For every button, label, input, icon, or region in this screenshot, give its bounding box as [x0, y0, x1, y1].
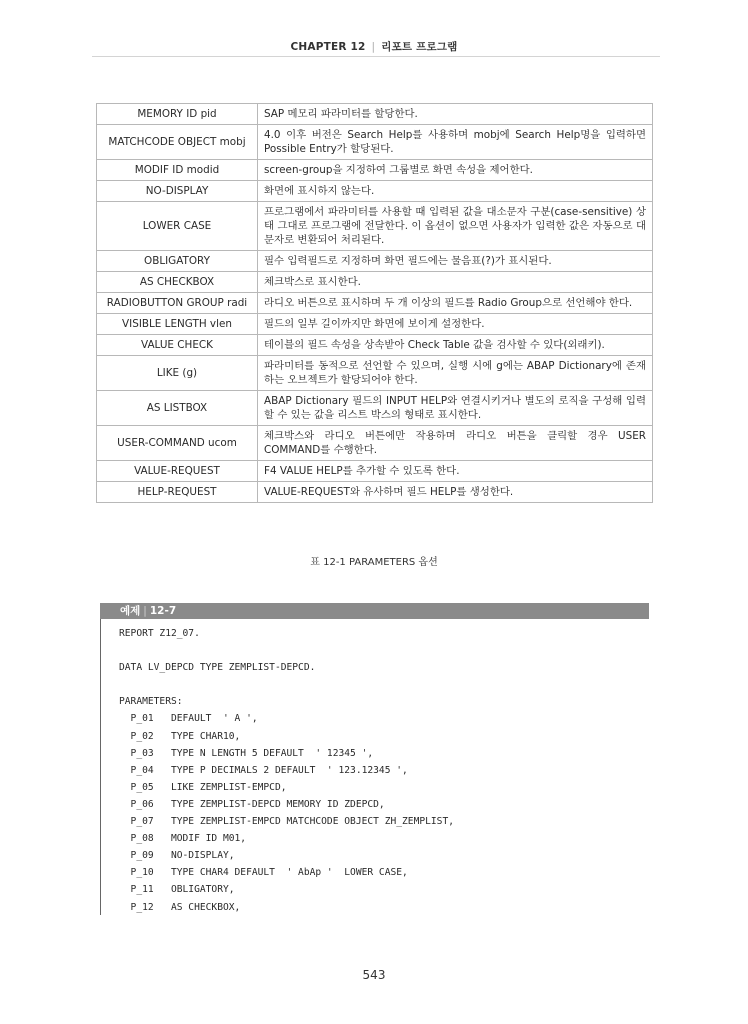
table-row: [97, 391, 653, 426]
code-line: P_06 TYPE ZEMPLIST-DEPCD MEMORY ID ZDEPCD,: [119, 798, 385, 810]
description-cell: F4 VALUE HELP를 추가할 수 있도록 한다.: [258, 461, 653, 482]
code-line: P_04 TYPE P DECIMALS 2 DEFAULT ' 123.12345 ',: [119, 764, 408, 776]
description-cell: SAP 메모리 파라미터를 할당한다.: [258, 104, 653, 125]
table-caption: 표 12-1 PARAMETERS 옵션: [310, 557, 438, 568]
code-line: P_03 TYPE N LENGTH 5 DEFAULT ' 12345 ',: [119, 747, 374, 759]
table-row: [97, 181, 653, 202]
table-row: [97, 125, 653, 160]
option-cell: USER-COMMAND ucom: [97, 426, 258, 461]
option-cell: AS LISTBOX: [97, 391, 258, 426]
running-header: [0, 39, 748, 54]
description-cell: 라디오 버튼으로 표시하며 두 개 이상의 필드를 Radio Group으로 선언해야 한다.: [258, 293, 653, 314]
option-cell: MATCHCODE OBJECT mobj: [97, 125, 258, 160]
option-cell: VISIBLE LENGTH vlen: [97, 314, 258, 335]
table-row: [97, 356, 653, 391]
option-cell: MODIF ID modid: [97, 160, 258, 181]
option-cell: MEMORY ID pid: [97, 104, 258, 125]
option-cell: VALUE CHECK: [97, 335, 258, 356]
option-cell: LIKE (g): [97, 356, 258, 391]
code-listing: [119, 625, 454, 916]
chapter-title: 리포트 프로그램: [381, 41, 458, 53]
table-row: [97, 482, 653, 503]
code-line: P_05 LIKE ZEMPLIST-EMPCD,: [119, 781, 287, 793]
code-line: P_02 TYPE CHAR10,: [119, 730, 241, 742]
page-number: 543: [362, 968, 386, 982]
code-line: PARAMETERS:: [119, 696, 183, 708]
parameters-options-table: [96, 103, 653, 503]
code-left-rule: [100, 619, 101, 915]
option-cell: AS CHECKBOX: [97, 272, 258, 293]
description-cell: 화면에 표시하지 않는다.: [258, 181, 653, 202]
code-line: [119, 642, 454, 659]
code-line: DATA LV_DEPCD TYPE ZEMPLIST-DEPCD.: [119, 662, 316, 674]
description-cell: 필수 입력필드로 지정하며 화면 필드에는 물음표(?)가 표시된다.: [258, 251, 653, 272]
code-line: P_10 TYPE CHAR4 DEFAULT ' AbAp ' LOWER CASE,: [119, 867, 408, 879]
option-cell: VALUE-REQUEST: [97, 461, 258, 482]
description-cell: ABAP Dictionary 필드의 INPUT HELP와 연결시키거나 별도의 로직을 구성해 입력할 수 있는 값을 리스트 박스의 형태로 표시한다.: [258, 391, 653, 426]
chapter-label: CHAPTER 12: [290, 41, 366, 53]
table-row: [97, 293, 653, 314]
code-line: P_12 AS CHECKBOX,: [119, 901, 241, 913]
example-label: 예제: [120, 605, 141, 617]
example-separator: |: [143, 605, 147, 617]
description-cell: 프로그램에서 파라미터를 사용할 때 입력된 값을 대소문자 구분(case-sensitive) 상태 그대로 프로그램에 전달한다. 이 옵션이 없으면 사용자가 입력한 값은 자동으로 대문자로 변환되어 처리된다.: [258, 202, 653, 251]
code-line: P_07 TYPE ZEMPLIST-EMPCD MATCHCODE OBJECT ZH_ZEMPLIST,: [119, 816, 455, 828]
description-cell: 테이블의 필드 속성을 상속받아 Check Table 값을 검사할 수 있다(외래키).: [258, 335, 653, 356]
description-cell: VALUE-REQUEST와 유사하며 필드 HELP를 생성한다.: [258, 482, 653, 503]
table-row: [97, 314, 653, 335]
table-row: [97, 251, 653, 272]
description-cell: screen-group을 지정하여 그룹별로 화면 속성을 제어한다.: [258, 160, 653, 181]
table-row: [97, 160, 653, 181]
table-row: [97, 461, 653, 482]
example-header: [100, 603, 649, 619]
description-cell: 파라미터를 동적으로 선언할 수 있으며, 실행 시에 g에는 ABAP Dictionary에 존재하는 오브젝트가 할당되어야 한다.: [258, 356, 653, 391]
description-cell: 체크박스로 표시한다.: [258, 272, 653, 293]
code-line: P_01 DEFAULT ' A ',: [119, 713, 258, 725]
code-line: P_08 MODIF ID M01,: [119, 833, 247, 845]
description-cell: 필드의 일부 길이까지만 화면에 보이게 설정한다.: [258, 314, 653, 335]
table-row: [97, 426, 653, 461]
table-row: [97, 272, 653, 293]
description-cell: 체크박스와 라디오 버튼에만 작용하며 라디오 버튼을 클릭할 경우 USER COMMAND를 수행한다.: [258, 426, 653, 461]
option-cell: NO-DISPLAY: [97, 181, 258, 202]
code-line: [119, 676, 454, 693]
example-number: 12-7: [149, 605, 177, 617]
option-cell: RADIOBUTTON GROUP radi: [97, 293, 258, 314]
code-line: P_09 NO-DISPLAY,: [119, 850, 235, 862]
option-cell: HELP-REQUEST: [97, 482, 258, 503]
option-cell: LOWER CASE: [97, 202, 258, 251]
option-cell: OBLIGATORY: [97, 251, 258, 272]
table-row: [97, 202, 653, 251]
code-line: P_11 OBLIGATORY,: [119, 884, 235, 896]
header-rule: [92, 56, 660, 57]
table-body: [97, 104, 653, 503]
table-row: [97, 335, 653, 356]
header-separator: |: [371, 41, 376, 53]
description-cell: 4.0 이후 버전은 Search Help를 사용하며 mobj에 Search Help명을 입력하면 Possible Entry가 할당된다.: [258, 125, 653, 160]
table-row: [97, 104, 653, 125]
code-line: REPORT Z12_07.: [119, 628, 200, 639]
